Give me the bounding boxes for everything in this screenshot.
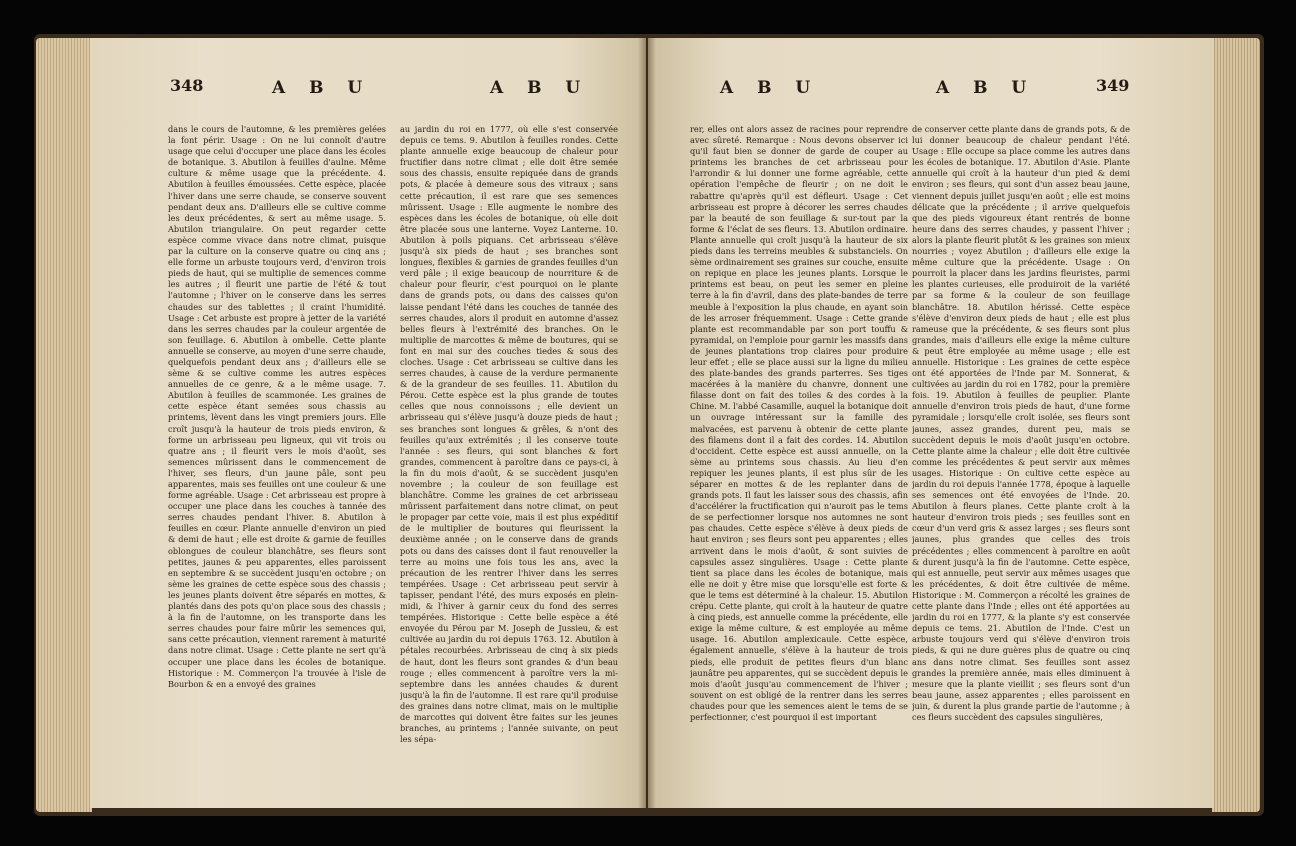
page-edges-left bbox=[36, 38, 92, 812]
left-col1-text: dans le cours de l'automne, & les premières gelées la font périr. Usage : On ne lui connoît d'autre usage que celui d'occuper une place dans les écoles de botanique. 3. Abutilon à feuilles d'aulne. Même culture & même usage que la précédente. 4. Abutilon à feuilles émoussées. Cette espèce, placée l'hiver dans une serre chaude, se conserve souvent pendant deux ans. D'ailleurs elle se cultive comme les deux précédentes, & sert au même usage. 5. Abutilon triangulaire. On peut regarder cette espèce comme vivace dans notre climat, puisque par la culture on la conserve quatre ou cinq ans ; elle forme un arbuste toujours verd, d'environ trois pieds de haut, qui se multiplie de semences comme les autres ; il fleurit une partie de l'été & tout l'automne ; l'hiver on le conserve dans les serres chaudes sur des tablettes ; il craint l'humidité. Usage : Cet arbuste est propre à jetter de la variété dans les serres chaudes par la couleur argentée de son feuillage. 6. Abutilon à ombelle. Cette plante annuelle se conserve, au moyen d'une serre chaude, quelquefois pendant deux ans ; d'ailleurs elle se sème & se cultive comme les autres espèces annuelles de ce genre, & a le même usage. 7. Abutilon à feuilles de scammonée. Les graines de cette espèce étant semées sous chassis au printems, lèvent dans les vingt premiers jours. Elle croît jusqu'à la hauteur de trois pieds environ, & forme un arbrisseau peu ligneux, qui vit trois ou quatre ans ; il fleurit vers le mois d'août, ses semences mûrissent dans le commencement de l'hiver, ses fleurs, d'un jaune pâle, sont peu apparentes, mais ses feuilles ont une couleur & une forme agréable. Usage : Cet arbrisseau est propre à occuper une place dans les couches à tannée des serres chaudes pendant l'hiver. 8. Abutilon à feuilles en cœur. Plante annuelle d'environ un pied & demi de haut ; elle est droite & garnie de feuilles oblongues de couleur blanchâtre, ses fleurs sont petites, jaunes & peu apparentes, elles paroissent en septembre & se succèdent jusqu'en octobre ; on sème les graines de cette espèce sous des chassis ; les jeunes plants doivent être séparés en mottes, & plantés dans des pots qu'on place sous des chassis ; à la fin de l'automne, on les transporte dans les serres chaudes pour faire mûrir les semences qui, sans cette précaution, viennent rarement à maturité dans notre climat. Usage : Cette plante ne sert qu'à occuper une place dans les écoles de botanique. Historique : M. Commerçon l'a trouvée à l'isle de Bourbon & en a envoyé des graines bbox=[168, 124, 386, 689]
left-page-column-2 bbox=[400, 124, 618, 784]
right-col2-text: de conserver cette plante dans de grands pots, & de lui donner beaucoup de chaleur pendant l'été. Usage : Elle occupe sa place comme les autres dans les écoles de botanique. 17. Abutilon d'Asie. Plante annuelle qui croît à la hauteur d'un pied & demi environ ; ses fleurs, qui sont d'un assez beau jaune, viennent depuis juillet jusqu'en août ; elle est moins délicate que la précédente ; il arrive quelquefois que des pieds vigoureux étant rentrés de bonne heure dans des serres chaudes, y passent l'hiver ; alors la plante fleurit plutôt & les graines son mieux nourries ; voyez Abutilon ; d'ailleurs elle exige la même culture que la précédente. Usage : On pourroit la placer dans les jardins fleuristes, parmi les plantes curieuses, elle produiroit de la variété par sa forme & la couleur de son feuillage blanchâtre. 18. Abutilon hérissé. Cette espèce s'élève d'environ deux pieds de haut ; elle est plus rameuse que la précédente, & ses fleurs sont plus grandes, mais d'ailleurs elle exige la même culture & peut être employée au même usage ; elle est annuelle. Historique : Les graines de cette espèce ont été apportées de l'Inde par M. Sonnerat, & cultivées au jardin du roi en 1782, pour la première fois. 19. Abutilon à feuilles de peuplier. Plante annuelle d'environ trois pieds de haut, d'une forme pyramidale ; lorsqu'elle croît isolée, ses fleurs sont jaunes, assez grandes, durent peu, mais se succèdent depuis le mois d'août jusqu'en octobre. Cette plante aime la chaleur ; elle doit être cultivée comme les précédentes & peut servir aux mêmes usages. Historique : On cultive cette espèce au jardin du roi depuis l'année 1778, époque à laquelle ses semences ont été envoyées de l'Inde. 20. Abutilon à fleurs planes. Cette plante croît à la hauteur d'environ trois pieds ; ses feuilles sont en cœur d'un verd gris & assez larges ; ses fleurs sont jaunes, plus grandes que celles des trois précédentes ; elles commencent à paroître en août & durent jusqu'à la fin de l'automne. Cette espèce, qui est annuelle, peut servir aux mêmes usages que les précédentes, & doit être cultivée de même. Historique : M. Commerçon a récolté les graines de cette plante dans l'Inde ; elles ont été apportées au jardin du roi en 1777, & la plante s'y est conservée depuis ce tems. 21. Abutilon de l'Inde. C'est un arbuste toujours verd qui s'élève d'environ trois pieds, & qui ne dure guères plus de quatre ou cinq ans dans notre climat. Ses feuilles sont assez grandes la première année, mais elles diminuent à mesure que la plante vieillit ; ses fleurs sont d'un beau jaune, assez apparentes ; elles paroissent en juin, & durent la plus grande partie de l'automne ; à ces fleurs succèdent des capsules singulières, bbox=[912, 124, 1130, 722]
left-col2-text: au jardin du roi en 1777, où elle s'est conservée depuis ce tems. 9. Abutilon à feuilles rondes. Cette plante annuelle exige beaucoup de chaleur pour fructifier dans notre climat ; elle doit être semée sous des chassis, ensuite repiquée dans de grands pots, & placée à demeure sous des vitraux ; sans cette précaution, il est rare que ses semences mûrissent. Usage : Elle augmente le nombre des espèces dans les écoles de botanique, où elle doit être placée sous une lanterne. Voyez Lanterne. 10. Abutilon à poils piquans. Cet arbrisseau s'élève jusqu'à six pieds de haut ; ses branches sont longues, flexibles & garnies de grandes feuilles d'un verd pâle ; il exige beaucoup de nourriture & de chaleur pour fleurir, c'est pourquoi on le plante dans de grands pots, ou dans des caisses qu'on laisse pendant l'été dans les couches de tannée des serres chaudes, alors il produit en automne d'assez belles fleurs à l'extrémité des branches. On le multiplie de marcottes & même de boutures, qui se font en mai sur des couches tiedes & sous des cloches. Usage : Cet arbrisseau se cultive dans les serres chaudes, à cause de la verdure permanente & de la grandeur de ses feuilles. 11. Abutilon du Pérou. Cette espèce est la plus grande de toutes celles que nous connoissons ; elle devient un arbrisseau qui s'élève jusqu'à douze pieds de haut ; ses branches sont longues & grêles, & n'ont des feuilles qu'aux extrémités ; il les conserve toute l'année : ses fleurs, qui sont blanches & fort grandes, commencent à paroître dans ce pays-ci, à la fin du mois d'août, & se succèdent jusqu'en novembre ; la couleur de son feuillage est blanchâtre. Comme les graines de cet arbrisseau mûrissent parfaitement dans notre climat, on peut le propager par cette voie, mais il est plus expéditif de le multiplier de boutures qui fleurissent la deuxième année ; on le conserve dans de grands pots ou dans des caisses dont il faut renouveller la terre au moins une fois tous les ans, avec la précaution de les rentrer l'hiver dans les serres tempérées. Usage : Cet arbrisseau peut servir à tapisser, pendant l'été, des murs exposés en plein-midi, & l'hiver à garnir ceux du fond des serres tempérées. Historique : Cette belle espèce a été envoyée du Pérou par M. Joseph de Jussieu, & est cultivée au jardin du roi depuis 1763. 12. Abutilon à pétales recourbées. Arbrisseau de cinq à six pieds de haut, dont les fleurs sont grandes & d'un beau rouge ; elles commencent à paroître vers la mi-septembre dans les années chaudes & durent jusqu'à la fin de l'automne. Il est rare qu'il produise des graines dans notre climat, mais on le multiplie de marcottes qui doivent être faites sur les jeunes branches, au printems ; l'année suivante, on peut les sépa- bbox=[400, 124, 618, 745]
page-number-right: 349 bbox=[1096, 76, 1130, 95]
page-edges-right bbox=[1212, 38, 1260, 812]
right-col1-text: rer, elles ont alors assez de racines pour reprendre avec sûreté. Remarque : Nous devons observer ici qu'il faut bien se donner de garde de couper au printems les branches de cet arbrisseau pour l'arrondir & lui donner une forme agréable, cette opération l'empêche de fleurir ; on ne doit le rabattre qu'après qu'il est défleuri. Usage : Cet arbrisseau est propre à décorer les serres chaudes par la beauté de son feuillage & sur-tout par la forme & l'éclat de ses fleurs. 13. Abutilon ordinaire. Plante annuelle qui croît jusqu'à la hauteur de six pieds dans les terreins meubles & substanciels. On sème ordinairement ses graines sur couche, ensuite on repique en place les jeunes plants. Lorsque le printems est beau, on peut les semer en pleine terre à la fin d'avril, dans des plate-bandes de terre meuble à l'exposition la plus chaude, en ayant soin de les arroser fréquemment. Usage : Cette grande plante est recommandable par son port touffu & pyramidal, on l'emploie pour garnir les massifs dans de jeunes plantations trop claires pour produire leur effet ; elle se place aussi sur la ligne du milieu des plate-bandes des grands parterres. Ses tiges macérées à la manière du chanvre, donnent une filasse dont on fait des toiles & des cordes à la Chine. M. l'abbé Casamille, auquel la botanique doit un ouvrage intéressant sur la famille des malvacées, est parvenu à obtenir de cette plante des filamens dont il a fait des cordes. 14. Abutilon d'occident. Cette espèce est aussi annuelle, on la sème au printems sous chassis. Au lieu d'en repiquer les jeunes plants, il est plus sûr de les séparer en mottes & de les replanter dans de grands pots. Il faut les laisser sous des chassis, afin d'accélérer la fructification qui n'auroit pas le tems de se perfectionner lorsque nos automnes ne sont pas chaudes. Cette espèce s'élève à deux pieds de haut environ ; ses fleurs sont peu apparentes ; elles arrivent dans le mois d'août, & sont suivies de capsules assez singulières. Usage : Cette plante tient sa place dans les écoles de botanique, mais elle ne doit y être mise que lorsqu'elle est forte & que le tems est déterminé à la chaleur. 15. Abutilon crépu. Cette plante, qui croît à la hauteur de quatre à cinq pieds, est annuelle comme la précédente, elle exige la même culture, & est employée au même usage. 16. Abutilon amplexicaule. Cette espèce, également annuelle, s'élève à la hauteur de trois pieds, elle produit de petites fleurs d'un blanc jaunâtre peu apparentes, qui se succèdent depuis le mois d'août jusqu'au commencement de l'hiver ; souvent on est obligé de la rentrer dans les serres chaudes pour que les semences aient le tems de se perfectionner, c'est pourquoi il est important bbox=[690, 124, 908, 722]
left-page-column-1 bbox=[168, 124, 386, 784]
running-head-right-2: A B U bbox=[936, 78, 1036, 98]
page-number-left: 348 bbox=[170, 76, 204, 95]
right-page-column-1 bbox=[690, 124, 908, 784]
right-page-column-2 bbox=[912, 124, 1130, 784]
right-page bbox=[648, 38, 1214, 808]
book-gutter bbox=[638, 38, 656, 808]
running-head-left-2: A B U bbox=[490, 78, 590, 98]
running-head-right-1: A B U bbox=[720, 78, 820, 98]
running-head-left-1: A B U bbox=[272, 78, 372, 98]
left-page bbox=[90, 38, 646, 808]
